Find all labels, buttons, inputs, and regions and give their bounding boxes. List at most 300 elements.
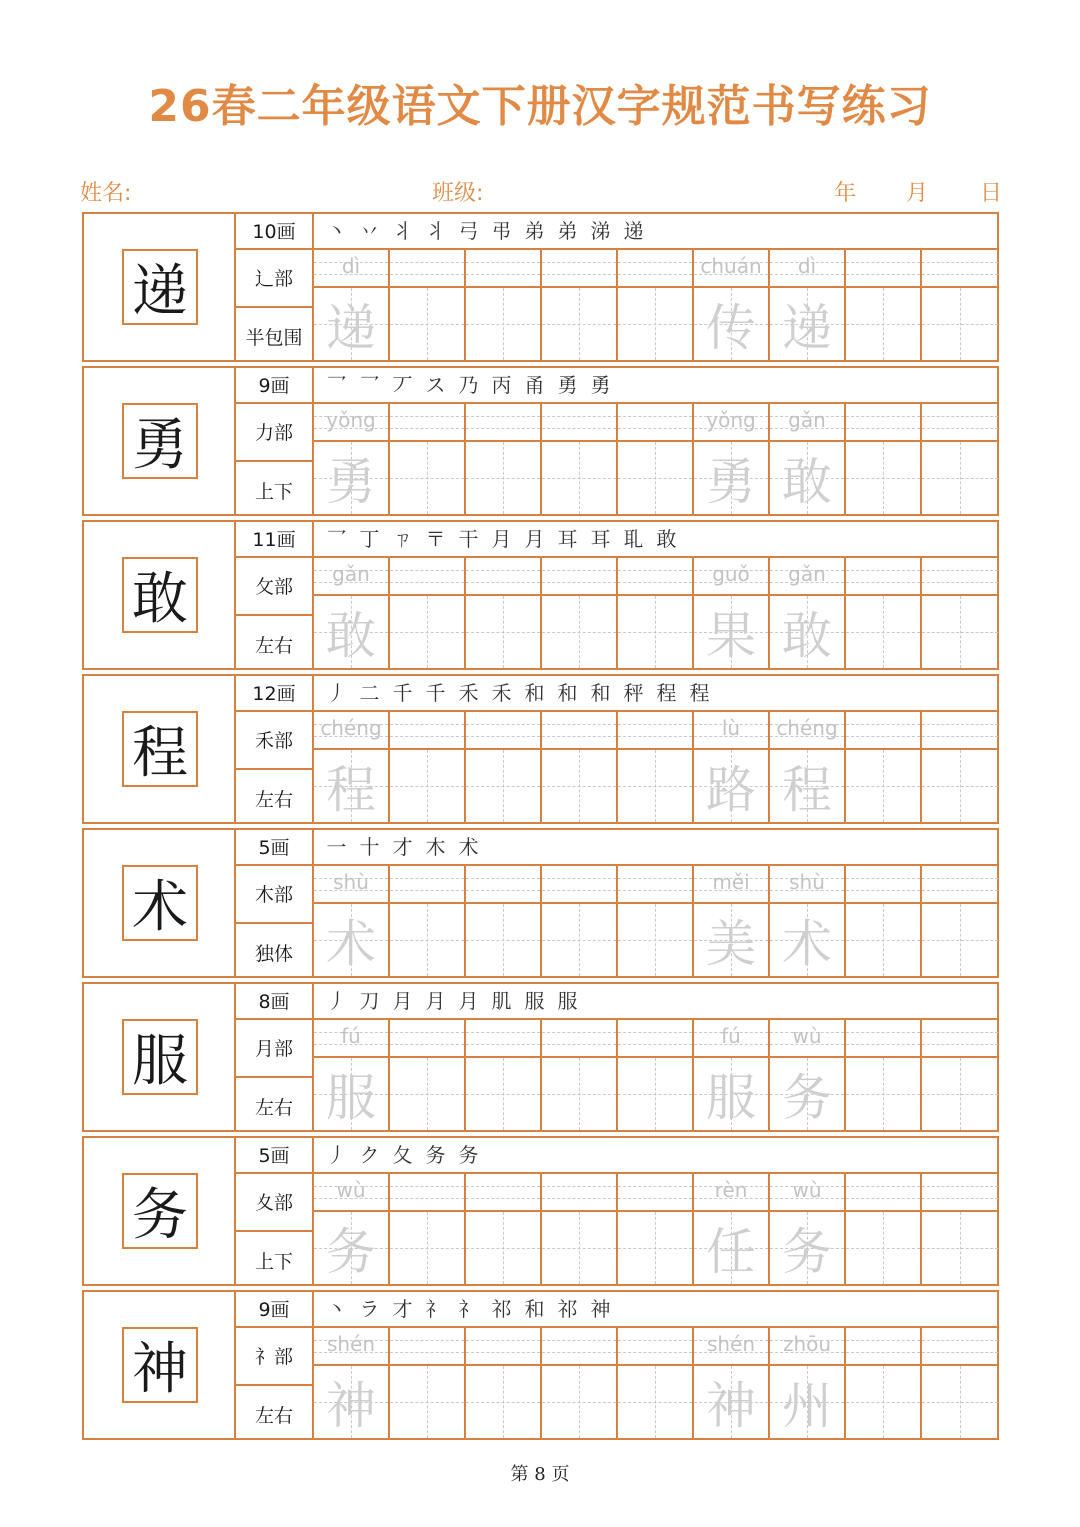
writing-cell[interactable] bbox=[770, 596, 846, 668]
writing-cell[interactable] bbox=[846, 1366, 922, 1438]
pinyin-cell[interactable] bbox=[694, 866, 770, 902]
writing-cell[interactable] bbox=[618, 442, 694, 514]
writing-cell[interactable] bbox=[618, 750, 694, 822]
pinyin-cell[interactable] bbox=[542, 1020, 618, 1056]
stroke-step: 丬 bbox=[425, 219, 446, 243]
pinyin-trace: guǒ bbox=[712, 562, 750, 586]
stroke-step: 弓 bbox=[458, 219, 479, 243]
radical: 夊部 bbox=[236, 1174, 312, 1232]
pinyin-row bbox=[314, 1328, 999, 1366]
pinyin-cell[interactable] bbox=[314, 866, 390, 902]
model-character: 神 bbox=[122, 1327, 198, 1403]
trace-character: 美 bbox=[706, 915, 756, 973]
writing-cell[interactable] bbox=[846, 1212, 922, 1284]
writing-cell[interactable] bbox=[314, 596, 390, 668]
writing-cell[interactable] bbox=[466, 1212, 542, 1284]
writing-grid bbox=[314, 1328, 999, 1438]
writing-cell[interactable] bbox=[846, 904, 922, 976]
stroke-step: 乃 bbox=[458, 373, 479, 397]
writing-cell[interactable] bbox=[770, 1058, 846, 1130]
model-character: 程 bbox=[122, 711, 198, 787]
pinyin-cell[interactable] bbox=[694, 1174, 770, 1210]
stroke-step: 务 bbox=[425, 1143, 446, 1167]
writing-cell[interactable] bbox=[314, 904, 390, 976]
pinyin-cell[interactable] bbox=[770, 1174, 846, 1210]
model-character: 敢 bbox=[122, 557, 198, 633]
stroke-count: 5画 bbox=[236, 1138, 312, 1174]
pinyin-cell[interactable] bbox=[922, 1020, 998, 1056]
radical: 力部 bbox=[236, 404, 312, 462]
writing-cell[interactable] bbox=[922, 1058, 998, 1130]
writing-cell[interactable] bbox=[770, 442, 846, 514]
pinyin-cell[interactable] bbox=[922, 866, 998, 902]
pinyin-cell[interactable] bbox=[542, 1174, 618, 1210]
writing-cell[interactable] bbox=[390, 1058, 466, 1130]
pinyin-cell[interactable] bbox=[390, 404, 466, 440]
pinyin-trace: chéng bbox=[776, 716, 838, 740]
writing-cell[interactable] bbox=[922, 288, 998, 360]
stroke-step: 一 bbox=[326, 835, 347, 859]
pinyin-cell[interactable] bbox=[846, 1020, 922, 1056]
name-label: 姓名: bbox=[80, 181, 132, 206]
pinyin-cell[interactable] bbox=[846, 558, 922, 594]
pinyin-cell[interactable] bbox=[314, 404, 390, 440]
stroke-step: 程 bbox=[689, 681, 710, 705]
character-info bbox=[236, 1292, 314, 1438]
writing-cell[interactable] bbox=[466, 442, 542, 514]
structure: 左右 bbox=[254, 1405, 293, 1427]
stroke-step: 和 bbox=[524, 1297, 545, 1321]
stroke-step: 弟 bbox=[524, 219, 545, 243]
writing-cell[interactable] bbox=[694, 1212, 770, 1284]
stroke-step: 神 bbox=[590, 1297, 611, 1321]
writing-cell[interactable] bbox=[694, 1366, 770, 1438]
writing-cell[interactable] bbox=[694, 288, 770, 360]
pinyin-cell[interactable] bbox=[314, 1328, 390, 1364]
writing-cell[interactable] bbox=[542, 1366, 618, 1438]
character-block bbox=[82, 828, 999, 978]
writing-cell[interactable] bbox=[846, 288, 922, 360]
model-character-cell bbox=[84, 1138, 236, 1284]
pinyin-cell[interactable] bbox=[694, 1020, 770, 1056]
writing-grid bbox=[314, 404, 999, 514]
writing-cell[interactable] bbox=[314, 1212, 390, 1284]
pinyin-cell[interactable] bbox=[846, 404, 922, 440]
pinyin-cell[interactable] bbox=[694, 558, 770, 594]
pinyin-cell[interactable] bbox=[846, 1174, 922, 1210]
trace-character: 递 bbox=[782, 299, 832, 357]
stroke-step: 和 bbox=[590, 681, 611, 705]
stroke-count: 11画 bbox=[236, 522, 312, 558]
writing-cell[interactable] bbox=[770, 904, 846, 976]
character-block bbox=[82, 1136, 999, 1286]
trace-character: 务 bbox=[782, 1223, 832, 1281]
pinyin-cell[interactable] bbox=[922, 250, 998, 286]
pinyin-cell[interactable] bbox=[922, 1328, 998, 1364]
writing-cell[interactable] bbox=[542, 904, 618, 976]
pinyin-trace: chuán bbox=[700, 254, 762, 278]
model-character: 递 bbox=[122, 249, 198, 325]
writing-cell[interactable] bbox=[694, 904, 770, 976]
pinyin-cell[interactable] bbox=[390, 712, 466, 748]
character-info bbox=[236, 830, 314, 976]
stroke-step: 弟 bbox=[557, 219, 578, 243]
character-block bbox=[82, 982, 999, 1132]
radical: 月部 bbox=[236, 1020, 312, 1078]
stroke-count: 10画 bbox=[236, 214, 312, 250]
pinyin-trace: rèn bbox=[714, 1178, 748, 1202]
writing-cell[interactable] bbox=[466, 596, 542, 668]
pinyin-cell[interactable] bbox=[770, 404, 846, 440]
pinyin-cell[interactable] bbox=[618, 558, 694, 594]
model-character: 务 bbox=[122, 1173, 198, 1249]
model-character-cell bbox=[84, 522, 236, 668]
pinyin-cell[interactable] bbox=[770, 1328, 846, 1364]
pinyin-cell[interactable] bbox=[542, 866, 618, 902]
pinyin-cell[interactable] bbox=[694, 712, 770, 748]
pinyin-row bbox=[314, 866, 999, 904]
day-label: 日 bbox=[980, 181, 1003, 206]
writing-cell[interactable] bbox=[466, 1366, 542, 1438]
stroke-step: 才 bbox=[392, 835, 413, 859]
stroke-count: 9画 bbox=[236, 1292, 312, 1328]
char-row bbox=[314, 750, 999, 822]
writing-cell[interactable] bbox=[618, 904, 694, 976]
pinyin-cell[interactable] bbox=[542, 1328, 618, 1364]
pinyin-trace: wù bbox=[336, 1178, 366, 1202]
trace-character: 服 bbox=[706, 1069, 756, 1127]
stroke-step: 千 bbox=[425, 681, 446, 705]
stroke-step: 务 bbox=[458, 1143, 479, 1167]
pinyin-trace: dì bbox=[797, 254, 817, 278]
stroke-step: 服 bbox=[557, 989, 578, 1013]
writing-cell[interactable] bbox=[846, 596, 922, 668]
pinyin-cell[interactable] bbox=[466, 1020, 542, 1056]
pinyin-trace: gǎn bbox=[332, 562, 370, 586]
pinyin-cell[interactable] bbox=[618, 404, 694, 440]
stroke-order-row bbox=[314, 522, 999, 558]
stroke-step: 和 bbox=[524, 681, 545, 705]
writing-cell[interactable] bbox=[618, 1366, 694, 1438]
writing-cell[interactable] bbox=[314, 442, 390, 514]
page-number: 第 8 页 bbox=[510, 1464, 570, 1485]
stroke-step: 丆 bbox=[392, 373, 413, 397]
writing-cell[interactable] bbox=[390, 1366, 466, 1438]
pinyin-cell[interactable] bbox=[466, 1174, 542, 1210]
pinyin-cell[interactable] bbox=[314, 1020, 390, 1056]
writing-cell[interactable] bbox=[694, 596, 770, 668]
writing-cell[interactable] bbox=[618, 288, 694, 360]
stroke-order-row bbox=[314, 830, 999, 866]
class-label: 班级: bbox=[432, 181, 484, 206]
stroke-step: 禾 bbox=[458, 681, 479, 705]
writing-cell[interactable] bbox=[694, 750, 770, 822]
writing-cell[interactable] bbox=[542, 596, 618, 668]
writing-cell[interactable] bbox=[390, 750, 466, 822]
pinyin-row bbox=[314, 250, 999, 288]
pinyin-cell[interactable] bbox=[314, 558, 390, 594]
stroke-step: ㄗ bbox=[392, 527, 413, 551]
structure: 上下 bbox=[254, 1251, 293, 1273]
pinyin-trace: shén bbox=[706, 1332, 756, 1356]
model-character-cell bbox=[84, 984, 236, 1130]
stroke-step: 二 bbox=[359, 681, 380, 705]
pinyin-cell[interactable] bbox=[542, 558, 618, 594]
pinyin-cell[interactable] bbox=[922, 558, 998, 594]
trace-character: 递 bbox=[326, 299, 376, 357]
char-row bbox=[314, 596, 999, 668]
writing-cell[interactable] bbox=[542, 288, 618, 360]
writing-cell[interactable] bbox=[314, 288, 390, 360]
writing-cell[interactable] bbox=[770, 288, 846, 360]
trace-character: 敢 bbox=[782, 607, 832, 665]
stroke-step: 敢 bbox=[656, 527, 677, 551]
stroke-step: 木 bbox=[425, 835, 446, 859]
stroke-step: 耴 bbox=[623, 527, 644, 551]
writing-cell[interactable] bbox=[922, 442, 998, 514]
pinyin-cell[interactable] bbox=[390, 250, 466, 286]
writing-grid bbox=[314, 1020, 999, 1130]
character-info bbox=[236, 522, 314, 668]
trace-character: 术 bbox=[326, 915, 376, 973]
stroke-step: 礻 bbox=[425, 1297, 446, 1321]
pinyin-cell[interactable] bbox=[390, 1174, 466, 1210]
model-character-cell bbox=[84, 214, 236, 360]
pinyin-row bbox=[314, 712, 999, 750]
writing-cell[interactable] bbox=[618, 1212, 694, 1284]
pinyin-cell[interactable] bbox=[770, 866, 846, 902]
trace-character: 州 bbox=[782, 1377, 832, 1435]
stroke-step: 勇 bbox=[590, 373, 611, 397]
writing-cell[interactable] bbox=[618, 596, 694, 668]
character-block bbox=[82, 1290, 999, 1440]
stroke-step: 夂 bbox=[392, 1143, 413, 1167]
stroke-step: 服 bbox=[524, 989, 545, 1013]
pinyin-cell[interactable] bbox=[466, 250, 542, 286]
writing-cell[interactable] bbox=[846, 442, 922, 514]
pinyin-cell[interactable] bbox=[542, 250, 618, 286]
stroke-step: 祁 bbox=[557, 1297, 578, 1321]
writing-cell[interactable] bbox=[466, 288, 542, 360]
writing-cell[interactable] bbox=[694, 442, 770, 514]
model-character-cell bbox=[84, 368, 236, 514]
writing-cell[interactable] bbox=[542, 1058, 618, 1130]
writing-cell[interactable] bbox=[770, 1366, 846, 1438]
trace-character: 传 bbox=[706, 299, 756, 357]
stroke-order-row bbox=[314, 1292, 999, 1328]
pinyin-cell[interactable] bbox=[922, 712, 998, 748]
pinyin-cell[interactable] bbox=[466, 404, 542, 440]
model-character-cell bbox=[84, 1292, 236, 1438]
stroke-step: 丙 bbox=[491, 373, 512, 397]
stroke-step: 丶 bbox=[326, 219, 347, 243]
writing-grid bbox=[314, 866, 999, 976]
pinyin-cell[interactable] bbox=[694, 250, 770, 286]
trace-character: 任 bbox=[706, 1223, 756, 1281]
writing-cell[interactable] bbox=[922, 1212, 998, 1284]
pinyin-cell[interactable] bbox=[922, 1174, 998, 1210]
pinyin-cell[interactable] bbox=[694, 404, 770, 440]
pinyin-cell[interactable] bbox=[846, 1328, 922, 1364]
writing-cell[interactable] bbox=[694, 1058, 770, 1130]
pinyin-cell[interactable] bbox=[618, 250, 694, 286]
structure: 左右 bbox=[254, 789, 293, 811]
writing-cell[interactable] bbox=[390, 596, 466, 668]
pinyin-trace: shù bbox=[789, 870, 825, 894]
pinyin-cell[interactable] bbox=[390, 1328, 466, 1364]
stroke-step: 乛 bbox=[326, 373, 347, 397]
pinyin-cell[interactable] bbox=[618, 1328, 694, 1364]
writing-cell[interactable] bbox=[390, 442, 466, 514]
pinyin-trace: dì bbox=[341, 254, 361, 278]
radical: 辶部 bbox=[236, 250, 312, 308]
writing-cell[interactable] bbox=[542, 1212, 618, 1284]
stroke-step: 耳 bbox=[590, 527, 611, 551]
character-block bbox=[82, 212, 999, 362]
pinyin-trace: wù bbox=[792, 1024, 822, 1048]
writing-cell[interactable] bbox=[314, 1366, 390, 1438]
stroke-step: 涕 bbox=[590, 219, 611, 243]
stroke-order-row bbox=[314, 984, 999, 1020]
character-info bbox=[236, 1138, 314, 1284]
pinyin-trace: gǎn bbox=[788, 562, 826, 586]
stroke-step: 丿 bbox=[326, 1143, 347, 1167]
pinyin-cell[interactable] bbox=[846, 250, 922, 286]
pinyin-trace: fú bbox=[341, 1024, 361, 1048]
writing-cell[interactable] bbox=[542, 442, 618, 514]
year-label: 年 bbox=[834, 181, 857, 206]
stroke-step: 肌 bbox=[491, 989, 512, 1013]
pinyin-cell[interactable] bbox=[466, 866, 542, 902]
stroke-step: 丿 bbox=[326, 681, 347, 705]
pinyin-cell[interactable] bbox=[922, 404, 998, 440]
pinyin-cell[interactable] bbox=[770, 712, 846, 748]
writing-cell[interactable] bbox=[770, 1212, 846, 1284]
writing-cell[interactable] bbox=[466, 1058, 542, 1130]
pinyin-cell[interactable] bbox=[846, 712, 922, 748]
stroke-step: 干 bbox=[458, 527, 479, 551]
pinyin-trace: yǒng bbox=[706, 408, 756, 432]
model-character: 服 bbox=[122, 1019, 198, 1095]
pinyin-cell[interactable] bbox=[694, 1328, 770, 1364]
writing-cell[interactable] bbox=[390, 288, 466, 360]
trace-character: 敢 bbox=[782, 453, 832, 511]
structure: 左右 bbox=[254, 1097, 293, 1119]
trace-character: 神 bbox=[706, 1377, 756, 1435]
pinyin-cell[interactable] bbox=[618, 1174, 694, 1210]
character-block bbox=[82, 366, 999, 516]
stroke-step: ク bbox=[359, 1143, 380, 1167]
pinyin-trace: měi bbox=[712, 870, 750, 894]
pinyin-cell[interactable] bbox=[314, 712, 390, 748]
pinyin-cell[interactable] bbox=[770, 250, 846, 286]
character-block bbox=[82, 674, 999, 824]
stroke-step: 耳 bbox=[557, 527, 578, 551]
stroke-step: 月 bbox=[425, 989, 446, 1013]
stroke-step: 丷 bbox=[359, 219, 380, 243]
character-info bbox=[236, 368, 314, 514]
writing-cell[interactable] bbox=[922, 1366, 998, 1438]
pinyin-cell[interactable] bbox=[466, 1328, 542, 1364]
char-row bbox=[314, 1058, 999, 1130]
pinyin-cell[interactable] bbox=[314, 1174, 390, 1210]
stroke-order-row bbox=[314, 1138, 999, 1174]
pinyin-cell[interactable] bbox=[390, 866, 466, 902]
practice-sheet bbox=[82, 212, 999, 1442]
writing-cell[interactable] bbox=[770, 750, 846, 822]
stroke-step: 乛 bbox=[359, 373, 380, 397]
writing-cell[interactable] bbox=[922, 904, 998, 976]
pinyin-cell[interactable] bbox=[618, 866, 694, 902]
pinyin-cell[interactable] bbox=[390, 1020, 466, 1056]
stroke-step: 月 bbox=[524, 527, 545, 551]
writing-cell[interactable] bbox=[390, 904, 466, 976]
trace-character: 勇 bbox=[326, 453, 376, 511]
stroke-count: 8画 bbox=[236, 984, 312, 1020]
pinyin-cell[interactable] bbox=[466, 712, 542, 748]
pinyin-cell[interactable] bbox=[846, 866, 922, 902]
character-block bbox=[82, 520, 999, 670]
trace-character: 神 bbox=[326, 1377, 376, 1435]
writing-cell[interactable] bbox=[846, 750, 922, 822]
stroke-step: ラ bbox=[359, 1297, 380, 1321]
stroke-step: 递 bbox=[623, 219, 644, 243]
pinyin-cell[interactable] bbox=[618, 1020, 694, 1056]
writing-cell[interactable] bbox=[466, 904, 542, 976]
writing-cell[interactable] bbox=[922, 596, 998, 668]
pinyin-cell[interactable] bbox=[770, 558, 846, 594]
pinyin-row bbox=[314, 404, 999, 442]
pinyin-trace: lù bbox=[721, 716, 741, 740]
model-character-cell bbox=[84, 676, 236, 822]
writing-cell[interactable] bbox=[314, 750, 390, 822]
stroke-order-row bbox=[314, 368, 999, 404]
char-row bbox=[314, 904, 999, 976]
stroke-step: 礻 bbox=[458, 1297, 479, 1321]
stroke-step: 乛 bbox=[326, 527, 347, 551]
pinyin-trace: gǎn bbox=[788, 408, 826, 432]
char-row bbox=[314, 288, 999, 360]
pinyin-trace: shén bbox=[326, 1332, 376, 1356]
pinyin-cell[interactable] bbox=[314, 250, 390, 286]
stroke-step: 丶 bbox=[326, 1297, 347, 1321]
writing-cell[interactable] bbox=[466, 750, 542, 822]
writing-cell[interactable] bbox=[846, 1058, 922, 1130]
pinyin-cell[interactable] bbox=[542, 712, 618, 748]
writing-cell[interactable] bbox=[618, 1058, 694, 1130]
stroke-step: 祁 bbox=[491, 1297, 512, 1321]
writing-cell[interactable] bbox=[922, 750, 998, 822]
radical: 攵部 bbox=[236, 558, 312, 616]
pinyin-cell[interactable] bbox=[770, 1020, 846, 1056]
stroke-step: ス bbox=[425, 373, 446, 397]
pinyin-cell[interactable] bbox=[542, 404, 618, 440]
writing-grid bbox=[314, 1174, 999, 1284]
writing-grid bbox=[314, 558, 999, 668]
writing-cell[interactable] bbox=[390, 1212, 466, 1284]
stroke-step: 丬 bbox=[392, 219, 413, 243]
pinyin-cell[interactable] bbox=[618, 712, 694, 748]
stroke-step: 术 bbox=[458, 835, 479, 859]
pinyin-row bbox=[314, 558, 999, 596]
character-info bbox=[236, 984, 314, 1130]
pinyin-cell[interactable] bbox=[390, 558, 466, 594]
pinyin-cell[interactable] bbox=[466, 558, 542, 594]
stroke-step: 月 bbox=[392, 989, 413, 1013]
writing-cell[interactable] bbox=[314, 1058, 390, 1130]
writing-cell[interactable] bbox=[542, 750, 618, 822]
stroke-step: 月 bbox=[458, 989, 479, 1013]
